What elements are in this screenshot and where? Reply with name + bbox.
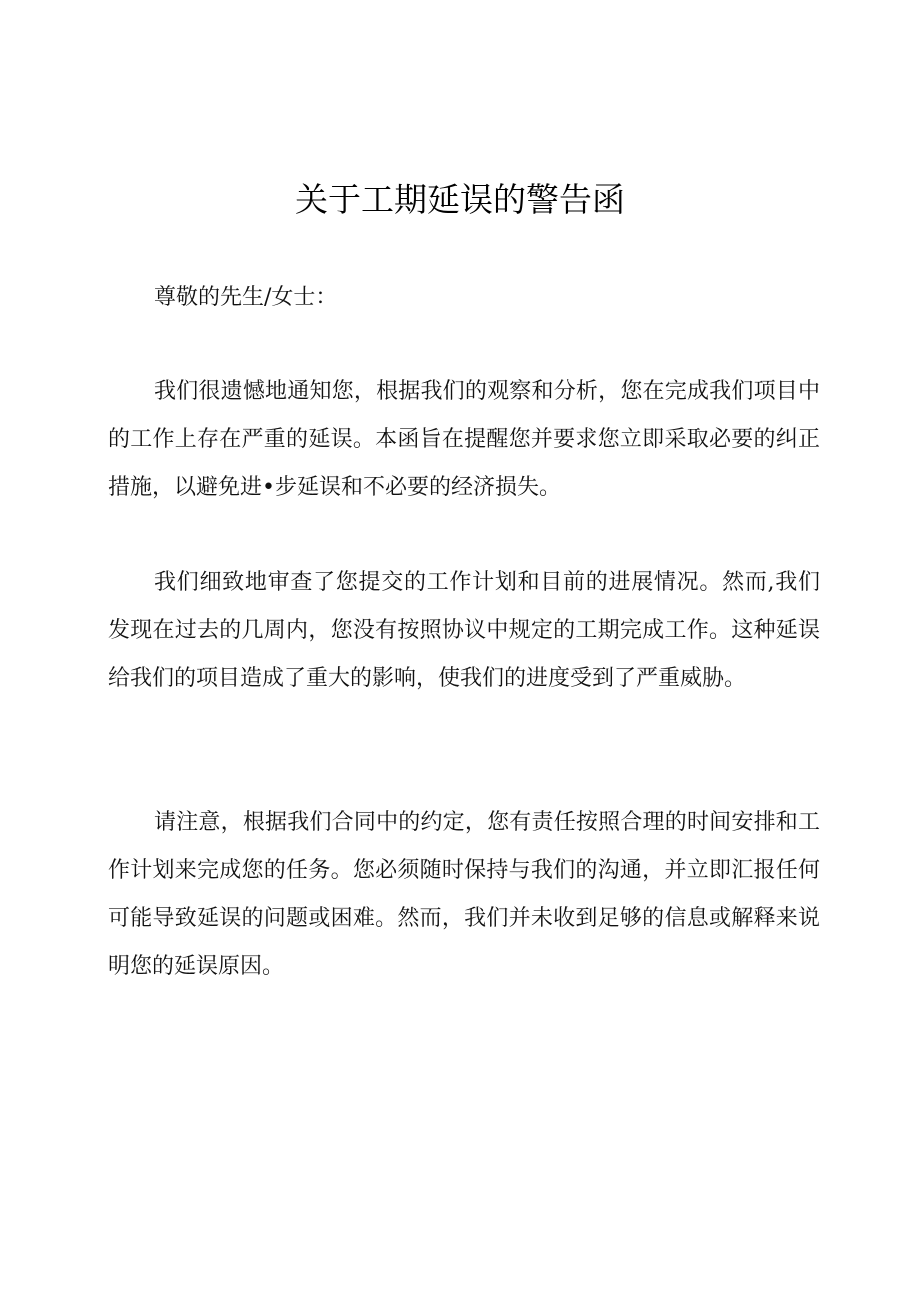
document-title: 关于工期延误的警告函 bbox=[295, 180, 625, 219]
paragraph-3: 请注意，根据我们合同中的约定，您有责任按照合理的时间安排和工作计划来完成您的任务。您必须随时保持与我们的沟通，并立即汇报任何可能导致延误的问题或困难。然而，我们并未收到足够的信息或解释来说明您的延误原因。 bbox=[108, 810, 820, 979]
paragraph-2: 我们细致地审查了您提交的工作计划和目前的进展情况。然而,我们发现在过去的几周内，您没有按照协议中规定的工期完成工作。这种延误给我们的项目造成了重大的影响，使我们的进度受到了严重威胁。 bbox=[108, 570, 820, 691]
paragraph-1: 我们很遗憾地通知您，根据我们的观察和分析，您在完成我们项目中的工作上存在严重的延误。本函旨在提醒您并要求您立即采取必要的纠正措施，以避免进•步延误和不必要的经济损失。 bbox=[108, 379, 820, 500]
salutation: 尊敬的先生/女士： bbox=[154, 285, 338, 310]
